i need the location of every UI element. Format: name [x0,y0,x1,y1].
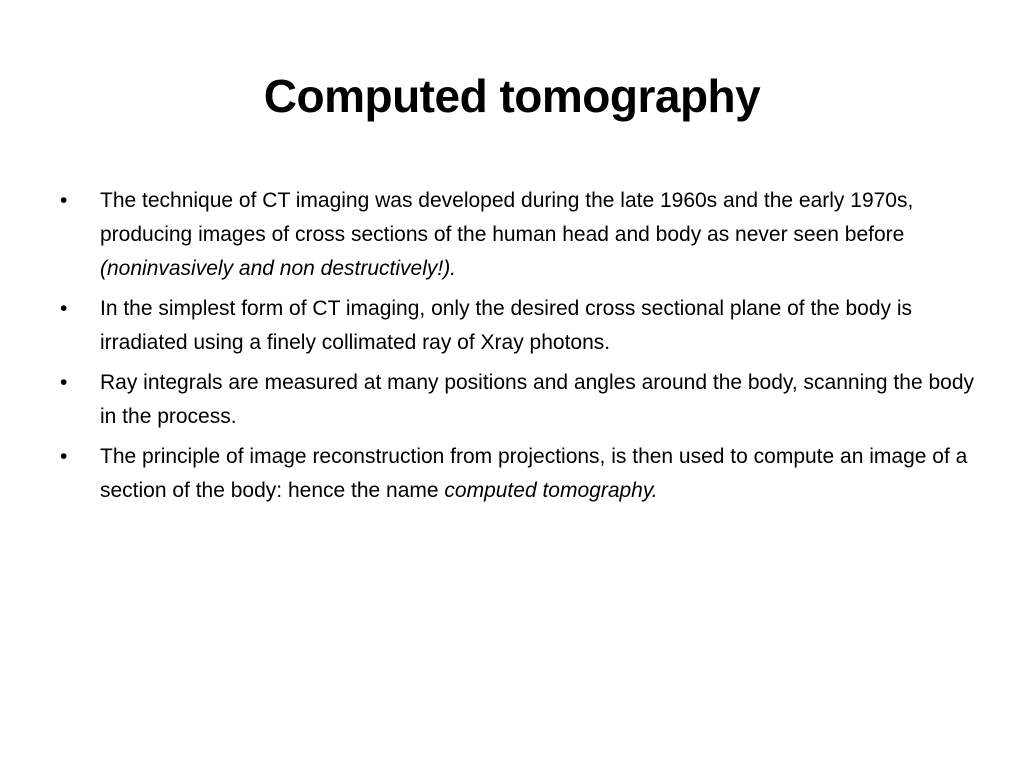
slide-title: Computed tomography [263,70,761,122]
bullet-item [56,366,974,434]
bullet-text: Ray integrals are measured at many positions and angles around the body, scanning the body in the process. [100,371,974,428]
bullet-item [56,184,974,286]
bullet-list [56,184,974,514]
bullet-icon: • [60,445,68,468]
bullet-text: The principle of image reconstruction from projections, is then used to compute an image of a section of the body: hence the name [100,445,968,502]
bullet-text: In the simplest form of CT imaging, only the desired cross sectional plane of the body is irradiated using a finely collimated ray of Xray photons. [100,297,913,354]
bullet-icon: • [60,297,68,320]
bullet-text: The technique of CT imaging was developed during the late 1960s and the early 1970s, producing images of cross sections of the human head and body as never seen before [100,189,914,246]
bullet-icon: • [60,189,68,212]
bullet-icon: • [60,371,68,394]
bullet-emphasis: (noninvasively and non destructively!). [100,257,457,280]
bullet-item [56,292,974,360]
bullet-item [56,440,974,508]
bullet-emphasis: computed tomography. [444,479,658,502]
